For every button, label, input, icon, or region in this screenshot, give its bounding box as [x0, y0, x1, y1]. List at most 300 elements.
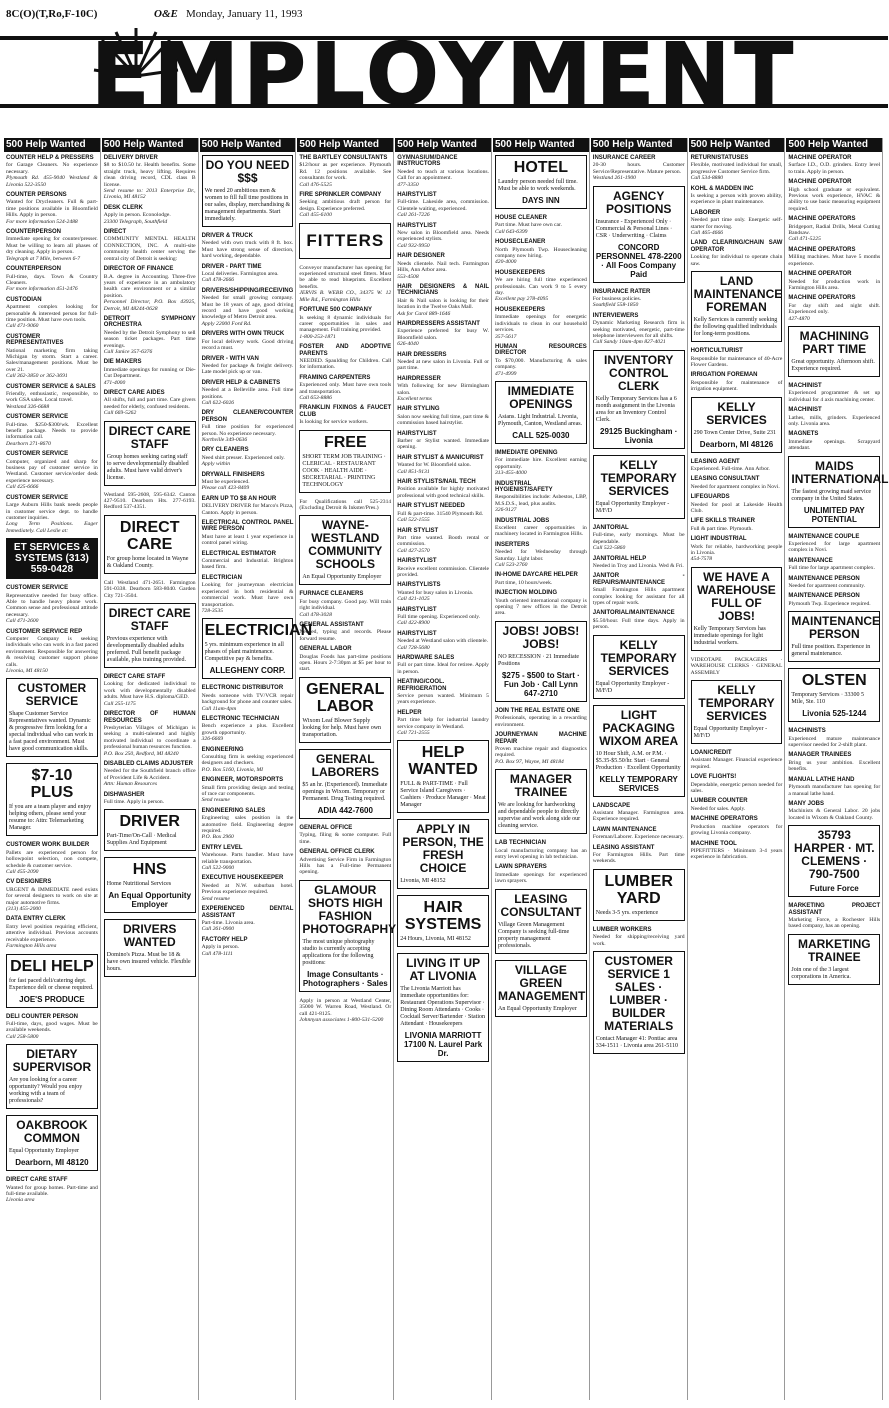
ad-contact: Call 261-7226 — [397, 212, 430, 219]
display-ad-box — [6, 678, 98, 757]
ad-body: NEEDED. Spaulding for Children. Call for information. — [299, 357, 392, 371]
ad-contact: Telegraph at 7 Mile, between 6-7 — [6, 255, 81, 262]
classified-ad — [788, 295, 880, 322]
ad-title: HAIR STYLIST & MANICURIST — [397, 454, 484, 461]
ad-title: HOUSEKEEPERS — [495, 269, 546, 276]
ad-title: HAIR DESIGNER — [397, 253, 445, 260]
column-section-header: 500 Help Wanted — [297, 138, 393, 152]
ad-contact: 1-800-253-1871 — [299, 333, 336, 340]
ad-title: HAIRSTYLIST — [397, 630, 437, 637]
ad-title: LAND CLEARING/CHAIN SAW OPERATOR — [690, 240, 783, 253]
classified-ad — [691, 798, 783, 812]
ad-contact: Attn: Human Resources — [103, 781, 158, 788]
ad-contact: For more information 451-2476 — [6, 286, 78, 293]
display-ad-box — [299, 880, 397, 992]
ad-body: Needs someone with TV/VCR repair background for phone and counter sales. — [201, 692, 294, 706]
classified-ad — [104, 316, 196, 355]
ad-title: DRY CLEANER/COUNTER PERSON — [201, 410, 294, 423]
display-ad-box — [299, 677, 391, 743]
classified-ad — [202, 331, 294, 351]
display-ad-text: Village Green Management Company is seeking full-time property management professionals. — [498, 921, 570, 949]
ad-body: Part time wanted. Booth rental or commission. — [397, 534, 489, 548]
classified-ad — [691, 155, 783, 182]
ad-contact: 477-3350 — [397, 181, 419, 188]
display-ad-box — [299, 223, 391, 259]
display-ad-text: Equal Opportunity Employer - M/F/D — [595, 500, 670, 514]
display-ad-text: Wixom Leaf Blower Supply looking for help. Must have own transportation. — [302, 717, 382, 738]
classified-ad — [104, 492, 196, 511]
classified-ad — [495, 708, 587, 728]
ad-title: MAINTENANCE — [788, 557, 833, 564]
classified-column — [297, 138, 397, 1400]
classified-ad — [6, 1177, 98, 1204]
ad-contact: P.O. Box 250, Redford, MI 48240 — [103, 750, 179, 757]
classified-ad — [104, 674, 196, 707]
classified-ad — [788, 216, 880, 243]
display-ad-heading: GENERAL LABOR — [306, 680, 385, 715]
classified-column — [102, 138, 199, 1400]
classified-ad — [202, 937, 294, 957]
ad-title: HORTICULTURIST — [690, 348, 743, 355]
ad-title: JOURNEYMAN MACHINE REPAIR — [495, 732, 587, 745]
classified-ad — [397, 192, 489, 219]
ad-body: $5.50/hour. Full time days. Apply in person. — [592, 617, 685, 631]
classified-ad — [397, 155, 489, 188]
display-ad-text: An Equal Opportunity Employer — [302, 574, 382, 581]
ad-title: DRIVERS WITH OWN TRUCK — [201, 331, 285, 338]
ad-contact: Call 421-1025 — [397, 596, 430, 603]
ad-body: URGENT & IMMEDIATE need exists for several designers to work on site at major automotive firms. — [6, 886, 98, 906]
ad-body: Full-time, days. Town & Country Cleaners. — [6, 273, 98, 286]
ad-body: Work for reliable, hardworking people in Livonia. — [690, 543, 783, 556]
ad-body: Hair & Nail salon is looking for their location in the Twelve Oaks Mall. — [397, 297, 489, 311]
classified-ad — [202, 520, 294, 547]
ad-body: Must have at least 1 year experience in control panel wiring. — [201, 533, 294, 547]
classified-ad — [6, 629, 98, 675]
classified-ad — [104, 580, 196, 599]
ad-contact: Personnel Director, P.O. Box 43925, Detroit, MI 48244-0628 — [103, 299, 196, 312]
ad-body: North Plymouth Twp. Housecleaning company now hiring. — [495, 246, 587, 260]
classified-ad — [495, 732, 587, 765]
ad-title: FRANKLIN FIXINGS & FAUCET CLUB — [299, 405, 392, 418]
ad-title: ELECTRICAL ESTIMATOR — [201, 550, 276, 557]
display-ad-footer: 29125 Buckingham · Livonia — [600, 426, 678, 445]
ad-body: For busy company. Good pay. Will train right individual. — [299, 598, 392, 612]
display-ad-heading: MARKETING TRAINEE — [797, 936, 871, 964]
classified-ad — [202, 685, 294, 712]
display-ad-box — [788, 611, 880, 662]
ad-title: CUSTOMER SERVICE & SALES — [6, 383, 96, 390]
ad-title: MANY JOBS — [788, 800, 824, 807]
ad-body: Conveyor manufacturer has opening for experienced structural steel fitters. Must be able to read blueprints. Excellent benefits. — [299, 264, 392, 290]
ad-contact: 471-4000 — [103, 379, 126, 386]
classified-ad — [6, 879, 98, 912]
ad-title: LEASING AGENT — [690, 458, 740, 465]
display-ad-text: 24 Hours, Livonia, MI 48152 — [400, 936, 471, 943]
classified-ad — [397, 376, 489, 403]
display-ad-heading: IMMEDIATE OPENINGS — [507, 383, 575, 411]
ad-contact: Call 522-9000 — [201, 865, 235, 872]
classified-ad — [691, 494, 783, 514]
classified-ad — [299, 307, 391, 340]
ad-body: Experienced only. Must have own tools and transportation. — [299, 382, 392, 395]
ad-title: MACHINE OPERATORS — [788, 295, 856, 302]
display-ad-heading: AGENCY POSITIONS — [606, 188, 672, 216]
ad-contact: 728-3535 — [201, 607, 224, 614]
display-ad-box — [593, 455, 685, 519]
ad-title: JANITORIAL — [592, 524, 629, 531]
ad-contact: Call 653-8886 — [299, 394, 332, 401]
classified-ad — [6, 334, 98, 380]
ad-title: HAIRSTYLIST — [397, 558, 437, 565]
ad-body: Needed for Wednesday through Saturday. Light labor. — [495, 549, 587, 562]
ad-contact: Call 362-3850 or 362-3691 — [6, 373, 68, 380]
ad-body: Computer Company is seeking individuals who can work in a fast paced environment. Responsible for answering & resolving customer support phone calls. — [6, 635, 98, 668]
display-ad-text: Needs 3-5 yrs. experience — [595, 909, 659, 916]
ad-contact: Call 422-8900 — [397, 620, 430, 627]
classified-ad — [104, 266, 196, 312]
display-ad-heading: FITTERS — [306, 230, 385, 250]
ad-contact: Long Term Positions. Eager Immediately. Call Leslie at: — [6, 521, 98, 534]
ad-contact: 454-7578 — [690, 556, 713, 563]
ad-body: Needed at N.W. suburban hotel. Previous experience required. — [201, 882, 294, 896]
ad-title: DELI COUNTER PERSON — [6, 1013, 79, 1020]
ad-body: Needed for sales. Apply. — [690, 805, 746, 812]
classified-ad — [691, 750, 783, 770]
display-ad-box — [495, 381, 587, 444]
ad-body: 20-30 hours. Customer Service/Representative. Mature person. — [592, 162, 685, 175]
classified-ad — [6, 495, 98, 534]
classified-ad — [788, 728, 880, 748]
classified-ad — [593, 610, 685, 630]
display-ad-heading: LUMBER YARD — [604, 872, 673, 907]
classified-ad — [104, 229, 196, 262]
classified-ad — [397, 479, 489, 499]
classified-columns — [4, 138, 889, 1400]
column-section-header: 500 Help Wanted — [200, 138, 296, 152]
ad-contact: Call 425-6666 — [6, 484, 39, 491]
classified-ad — [593, 827, 685, 841]
ad-body: High school graduate or equivalent. Previous work experience, HVAC & ability to use basic measuring equipment required. — [788, 186, 881, 212]
classified-ad — [691, 774, 783, 794]
classified-ad — [202, 288, 294, 327]
ad-title: EXECUTIVE HOUSEKEEPER — [201, 875, 284, 882]
ad-title: DATA ENTRY CLERK — [6, 916, 66, 923]
ad-title: ELECTRONIC DISTRIBUTOR — [201, 685, 284, 692]
ad-title: INDUSTRIAL JOBS — [495, 517, 550, 524]
ad-title: IMMEDIATE OPENING — [495, 449, 558, 456]
classified-ad — [202, 875, 294, 902]
ad-body: Looking for dedicated individual to work with developmentally disabled adults. Must have H.S. diploma/GED. — [103, 681, 196, 701]
classified-ad — [6, 451, 98, 490]
ad-title: CV DESIGNERS — [6, 879, 52, 886]
ad-body: Need shirt presser. Experienced only. — [201, 454, 285, 461]
ad-body: All shifts, full and part time. Care givers needed for elderly, confused residents. — [103, 397, 196, 410]
ad-contact: Apply within — [201, 461, 231, 468]
display-ad-box — [788, 825, 880, 897]
ad-body: Bridgeport, Radial Drills, Metal Cutting Bandsaw. — [788, 223, 881, 237]
ad-contact: Call 622-6026 — [201, 399, 235, 406]
classified-ad — [788, 271, 880, 291]
classified-ad — [397, 352, 489, 372]
classified-ad — [6, 266, 98, 293]
ad-title: MAGNETS — [788, 431, 819, 438]
ad-title: INJECTION MOLDING — [495, 590, 558, 597]
classified-ad — [104, 359, 196, 386]
ad-body: Proven machine repair and diagnostics required. — [495, 745, 587, 759]
display-ad-box — [104, 603, 196, 668]
display-ad-text: The Livonia Marriott has immediate opportunities for: Restaurant Operations Supervisor · Dining Room Attendants · Cooks · Cocktail Server/Bartender · Station Attendant · Housekeepers — [400, 986, 485, 1028]
ad-body: Apply in person at Westland Center, 35000 W. Warren Road, Westland. Or call 421-8125. — [299, 997, 392, 1017]
ad-contact: Call 427-2570 — [397, 547, 430, 554]
ad-body: Full-time. $250-$300/wk. Excellent benefit package. Needs to provide information call. — [6, 421, 98, 441]
ad-title: LAWN MAINTENANCE — [592, 826, 657, 833]
ad-title: DIRECTOR OF FINANCE — [103, 266, 174, 273]
classified-ad — [593, 313, 685, 346]
display-ad-box — [495, 769, 587, 834]
ad-title: MACHINE OPERATORS — [690, 816, 758, 823]
classified-ad — [788, 383, 880, 403]
display-ad-footer: Image Consultants · Photographers · Sales — [302, 969, 388, 988]
display-ad-box — [593, 951, 685, 1054]
ad-contact: Westland 326-6688 — [6, 403, 50, 410]
ad-body: Part-time. Livonia area. — [201, 919, 255, 926]
ad-title: MANUAL LATHE HAND — [788, 776, 855, 783]
classified-ad — [593, 525, 685, 552]
ad-contact: 553-4508 — [397, 273, 419, 280]
ad-body: Plymouth Twp. Experience required. — [788, 600, 871, 607]
classified-ad — [495, 270, 587, 303]
ad-body: Barber or Stylist wanted. Immediate opening. — [397, 438, 489, 451]
ad-title: CUSTOMER SERVICE REP — [6, 628, 83, 635]
column-section-header: 500 Help Wanted — [591, 138, 687, 152]
display-ad-box — [691, 680, 783, 744]
ad-body: Apply in person. Econolodge. — [103, 212, 171, 219]
classified-ad — [593, 927, 685, 947]
ad-body: Bring us your ambition. Excellent benefits. — [788, 759, 881, 773]
display-ad-text: Group homes seeking caring staff to serve developmentally disabled adults. Must have valid driver's license. — [106, 453, 189, 481]
display-ad-heading: CUSTOMER SERVICE 1 SALES · LUMBER · BUILDER MATERIALS — [604, 954, 674, 1034]
ad-title: HOUSECLEANER — [495, 239, 546, 246]
display-ad-footer: CONCORD PERSONNEL 478-2200 · All Foos Company Paid — [595, 242, 682, 279]
display-ad-heading: GENERAL LABORERS — [311, 751, 379, 779]
display-ad-heading: LIVING IT UP AT LIVONIA — [406, 956, 481, 984]
ad-contact: Call 851-9131 — [397, 468, 430, 475]
ad-body: Westland 595-2608, 595-6342. Canton 427-9510. Dearborn Hts. 277-6193. Redford 537-4351. — [103, 491, 196, 511]
classified-column — [689, 138, 786, 1400]
ad-title: COUNTER HELP & PRESSERS — [6, 155, 94, 161]
ad-title: KOHL & MADDEN INC — [690, 185, 754, 192]
ad-body: Typing, filing & some computer. Full time. — [299, 832, 392, 845]
ad-contact: Call 465-4666 — [690, 230, 724, 237]
display-ad-box — [593, 869, 685, 921]
display-ad-box — [397, 740, 489, 813]
ad-contact: Excellent pay 278-4095 — [495, 296, 549, 303]
display-ad-heading: KELLY SERVICES — [706, 399, 767, 427]
classified-ad — [495, 864, 587, 884]
classified-ad — [593, 803, 685, 823]
ad-body: Responsible for maintenance of 40-Acre Flower Gardens. — [690, 355, 783, 368]
ad-title: LEASING ASSISTANT — [592, 844, 655, 851]
ad-body: National marketing firm taking Michigan by storm. Start a career. Sales/management positions. Must be over 21. — [6, 347, 98, 373]
ad-body: To $70,000. Manufacturing & sales company. — [495, 357, 587, 371]
classified-ad — [104, 390, 196, 417]
ad-body: Plymouth manufacturer has opening for a manual lathe hand. — [788, 784, 881, 797]
ad-contact: Livonia area — [6, 1197, 35, 1204]
ad-body: Apply in person. — [201, 944, 240, 951]
ad-body: With following for new Birmingham salon. — [397, 383, 489, 396]
ad-body: Part time, 10 hours/week. — [495, 579, 553, 586]
display-ad-footer: Dearborn, MI 48120 — [15, 1158, 89, 1168]
ad-title: FURNACE CLEANERS — [299, 591, 364, 598]
column-section-header: 500 Help Wanted — [689, 138, 785, 152]
ad-body: Local manufacturing company has an entry level opening in lab technician. — [495, 847, 587, 860]
classified-ad — [202, 808, 294, 841]
ad-body: Lathes, mills, grinders. Experienced only. Livonia area. — [788, 414, 881, 427]
ad-body: Needed in Troy and Livonia. Wed & Fri. — [592, 562, 684, 569]
ad-title: LIGHT INDUSTRIAL — [690, 536, 747, 543]
classified-ad — [6, 842, 98, 875]
classified-ad — [202, 906, 294, 933]
ad-body: Needed at a Belleville area. Full time positions. — [201, 387, 294, 400]
classified-ad — [6, 297, 98, 330]
ad-body: Is looking for service workers. — [299, 419, 368, 426]
classified-ad — [299, 499, 391, 512]
ad-contact: Call 932-9950 — [397, 242, 430, 249]
ad-title: HAIRSTYLIST — [397, 192, 437, 199]
display-ad-text: SHORT TERM JOB TRAINING · CLERICAL · RESTAURANT COOK · HEALTH AIDE · SECRETARIAL · PRINTING TECHNOLOGY — [302, 453, 386, 488]
ad-title: MACHINIST — [788, 382, 822, 389]
classified-ad — [397, 431, 489, 451]
ad-title: CUSTOMER SERVICE — [6, 414, 69, 421]
column-section-header: 500 Help Wanted — [786, 138, 882, 152]
ad-body: Needed for pool at Lakeside Health Club. — [690, 501, 783, 514]
ad-body: Needs clientele. Nail tech. Farmington Hills, Ann Arbor area. — [397, 260, 489, 274]
ad-title: DESK CLERK — [103, 204, 143, 211]
ad-contact: P.O. Box 97, Wayne, MI 48184 — [495, 758, 564, 765]
display-ad-heading: VILLAGE GREEN MANAGEMENT — [498, 962, 586, 1003]
ad-contact: 313-455-4000 — [495, 470, 527, 477]
ad-body: Receive excellent commission. Clientele provided. — [397, 565, 489, 578]
ad-contact: JERVIS B. WEBB CO., 34375 W. 12 Mile Rd., Farmington Hills — [299, 290, 392, 303]
ad-title: MACHINE OPERATORS — [788, 246, 856, 253]
classified-ad — [397, 607, 489, 627]
ad-title: INSURANCE RATER — [592, 288, 651, 295]
classified-ad — [495, 450, 587, 477]
classified-ad — [691, 459, 783, 473]
ad-title: MACHINE OPERATOR — [788, 179, 852, 186]
display-ad-box — [299, 430, 391, 493]
display-ad-heading: MAIDS INTERNATIONAL — [791, 458, 889, 486]
ad-contact: Call 643-6399 — [495, 228, 528, 235]
display-ad-box — [104, 421, 196, 486]
ad-body: Immediate opening for counter/presser. Must be willing to learn all phases of dry cleaning. Apply in person. — [6, 236, 98, 256]
classified-ad — [593, 289, 685, 309]
display-ad-box — [104, 809, 196, 851]
display-ad-footer: Livonia 525-1244 — [802, 709, 867, 719]
classified-column — [786, 138, 889, 1400]
ad-contact: 326-6669 — [201, 736, 224, 743]
display-ad-text: Are you looking for a career opportunity? Would you enjoy working with a team of professionals? — [9, 1077, 83, 1105]
ad-title: FORTUNE 500 COMPANY — [299, 307, 372, 314]
ad-title: GENERAL OFFICE CLERK — [299, 849, 375, 856]
classified-ad — [397, 710, 489, 737]
classified-ad — [397, 679, 489, 706]
display-ad-footer: DAYS INN — [522, 196, 560, 205]
display-ad-text: Equal Opportunity Employer - M/F/D — [693, 726, 768, 740]
classified-ad — [6, 916, 98, 949]
ad-body: Must be experienced. — [201, 479, 250, 485]
ad-title: HAIR STYLIST NEEDED — [397, 503, 465, 510]
ad-title: GYMNASIUM/DANCE INSTRUCTORS — [397, 155, 458, 168]
display-ad-box — [691, 397, 783, 453]
ad-title: COUNTER PERSONS — [6, 192, 67, 199]
ad-title: DRY CLEANERS — [201, 447, 249, 454]
display-ad-text: 5 yrs. minimum experience in all phases of plant maintenance. Competitive pay & benefits. — [204, 642, 284, 663]
classified-ad — [495, 344, 587, 377]
classified-ad — [691, 372, 783, 392]
ad-body: Full-time, days, good wages. Must be available weekends. — [6, 1020, 98, 1034]
ad-title: MACHINE OPERATORS — [788, 216, 856, 223]
classified-ad — [299, 825, 391, 845]
ad-contact: Johnnyan associates 1-800-531-5200 — [299, 1016, 384, 1023]
ad-body: Friendly, enthusiastic, responsible, to work GSA sales. Local travel. — [6, 391, 98, 404]
ad-body: Computer, organized and sharp for business pay of customer service in Westland. Customer service/order desk experience necessary. — [6, 458, 98, 484]
ad-title: THE BARTLEY CONSULTANTS — [299, 155, 388, 161]
ad-contact: Apply 22000 Ford Rd. — [201, 320, 252, 327]
ad-title: HOUSEKEEPERS — [495, 306, 546, 313]
ad-body: Full & part-time. 31540 Plymouth Rd. — [397, 510, 484, 517]
display-ad-heading: HAIR SYSTEMS — [404, 899, 482, 934]
classified-ad — [299, 155, 391, 188]
display-ad-box — [593, 635, 685, 699]
display-ad-heading: OAKBROOK COMMON — [16, 1118, 88, 1146]
ad-title: DIRECT — [103, 229, 127, 236]
ad-contact: Call 455-2090 — [6, 869, 39, 876]
display-ad-heading: HNS — [132, 861, 167, 879]
ad-title: LABORER — [690, 209, 721, 216]
masthead-title: EMPLOYMENT — [90, 25, 798, 125]
display-ad-heading: FREE — [323, 433, 367, 451]
ad-body: Excellent career opportunities in machinery located in Farmington Hills. — [495, 525, 587, 538]
ad-title: EXPERIENCED DENTAL ASSISTANT — [201, 906, 294, 919]
classified-ad — [593, 573, 685, 606]
ad-title: LUMBER COUNTER — [690, 798, 748, 805]
ad-body: DELIVERY DRIVER for Marco's Pizza, Canton. Apply in person. — [201, 503, 294, 516]
ad-body: Looking for journeyman electrician experienced in both residential & commercial work. Must have own transportation. — [201, 582, 294, 608]
display-ad-text: For group home located in Wayne & Oakland County. — [106, 555, 189, 569]
display-ad-box — [299, 515, 391, 585]
classified-ad — [299, 849, 391, 876]
reverse-banner: ET SERVICES & SYSTEMS (313) 559-0428 — [6, 538, 98, 579]
ad-title: COUNTERPERSON — [6, 229, 62, 236]
display-ad-text: Insurance - Experienced Only · Commercial & Personal Lines · CSR · Underwriting · Claims — [595, 218, 673, 239]
display-ad-box — [6, 1115, 98, 1171]
ad-body: Wanted for Drycleaners. Full & part-time positions available in Bloomfield Hills. Apply in person. — [6, 199, 98, 219]
ad-title: EARN UP TO $8 AN HOUR — [201, 495, 277, 502]
classified-column — [591, 138, 688, 1400]
ad-contact: Call 728-5680 — [397, 644, 430, 651]
display-ad-heading: DIRECT CARE STAFF — [108, 423, 191, 451]
display-ad-box — [495, 889, 587, 954]
ad-body: Surface I.D., O.D. grinders. Entry level to train. Apply in person. — [788, 162, 881, 175]
ad-body: Flexible, motivated individual for small, progressive Customer Service firm. — [690, 162, 783, 175]
display-ad-heading: HELP WANTED — [408, 744, 478, 779]
classified-ad — [104, 155, 196, 201]
classified-column — [493, 138, 590, 1400]
classified-ad — [788, 179, 880, 212]
classified-ad — [202, 575, 294, 614]
